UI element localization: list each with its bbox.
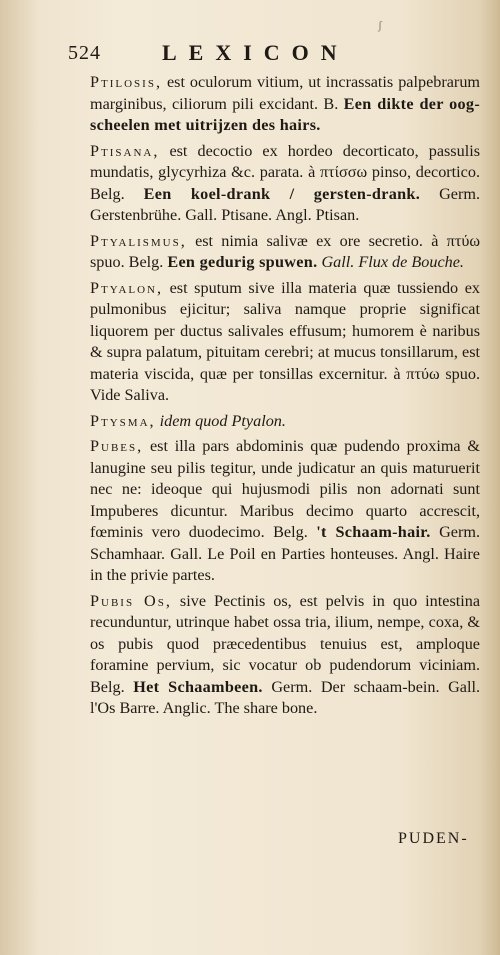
catchword: PUDEN- <box>398 830 469 847</box>
dutch-translation: Een koel-drank / gersten-drank. <box>143 184 421 203</box>
definition-text: est decoctio ex hordeo decorticato, passulis mundatis, glycyrhiza &c. parata. à πτίσσω pinso, decortico. Belg. <box>90 141 480 203</box>
other-translations: Germ. Gerstenbrühe. Gall. Ptisane. Angl. Ptisan. <box>90 184 480 224</box>
dutch-translation: Het Schaambeen. <box>133 677 263 696</box>
headword: Pubes, <box>90 437 144 455</box>
entry-ptyalismus <box>68 231 480 274</box>
lexicon-entries <box>68 72 480 724</box>
dutch-translation: Een gedurig spuwen. <box>167 253 318 271</box>
definition-text: idem quod Ptyalon. <box>159 411 286 430</box>
other-translations: Germ. Schamhaar. Gall. Le Poil en Parties honteuses. Angl. Haire in the privie partes. <box>90 523 481 584</box>
running-title: LEXICON <box>162 40 349 65</box>
corner-mark: ʃ <box>378 18 382 32</box>
entry-ptyalon <box>68 278 480 407</box>
page-number: 524 <box>68 42 101 64</box>
dutch-translation: 't Schaam-hair. <box>316 523 431 541</box>
entry-ptysma <box>68 411 480 433</box>
definition-text: est oculorum vitium, ut incrassatis palpebrarum marginibus, ciliorum pili excidant. B. <box>90 73 480 113</box>
entry-ptilosis <box>68 72 480 137</box>
dutch-translation: Een dikte der oog-scheelen met uitrijzen des hairs. <box>90 94 481 134</box>
headword: Ptyalon, <box>90 278 164 297</box>
headword: Ptisana, <box>90 141 160 160</box>
definition-text: est illa pars abdominis quæ pudendo proxima & lanugine seu pilis tegitur, unde judicatur an quis maturuerit nec ne: ideoque qui hujusmodi pilis non adornati sunt Impuberes dicuntur. Maribus decimo quarto accrescit, fœminis vero duodecimo. Belg. <box>90 437 480 541</box>
definition-text: sive Pectinis os, est pelvis in quo intestina recunduntur, utrinque habet ossa tria, ilium, nempe, coxa, & os pubis quod præcedentibus tenuius est, amploque foramine pervium, sic vocatur ob pudendorum viciniam. Belg. <box>90 591 481 696</box>
headword: Ptysma, <box>90 411 156 430</box>
page-header <box>68 40 428 70</box>
french-translation: Gall. Flux de Bouche. <box>321 253 464 271</box>
entry-pubes <box>68 436 480 587</box>
other-translations: Germ. Der schaam-bein. Gall. l'Os Barre. Anglic. The share bone. <box>90 677 481 717</box>
entry-ptisana <box>68 141 480 227</box>
definition-text: est nimia salivæ ex ore secretio. à πτύω spuo. Belg. <box>90 231 481 271</box>
headword: Ptilosis, <box>90 73 162 91</box>
definition-text: est sputum sive illa materia quæ tussiendo ex pulmonibus ejicitur; saliva namque proprie significat liquorem per ductus salivales effusum; humorem è naribus & supra palatum, pituitam cerebri; at mucus tonsillarum, est materia viscida, quæ per tonsillas excernitur. à πτύω spuo. Vide Saliva. <box>90 278 480 404</box>
headword: Pubis Os, <box>90 591 172 610</box>
entry-pubis-os <box>68 591 480 720</box>
headword: Ptyalismus, <box>90 231 187 250</box>
